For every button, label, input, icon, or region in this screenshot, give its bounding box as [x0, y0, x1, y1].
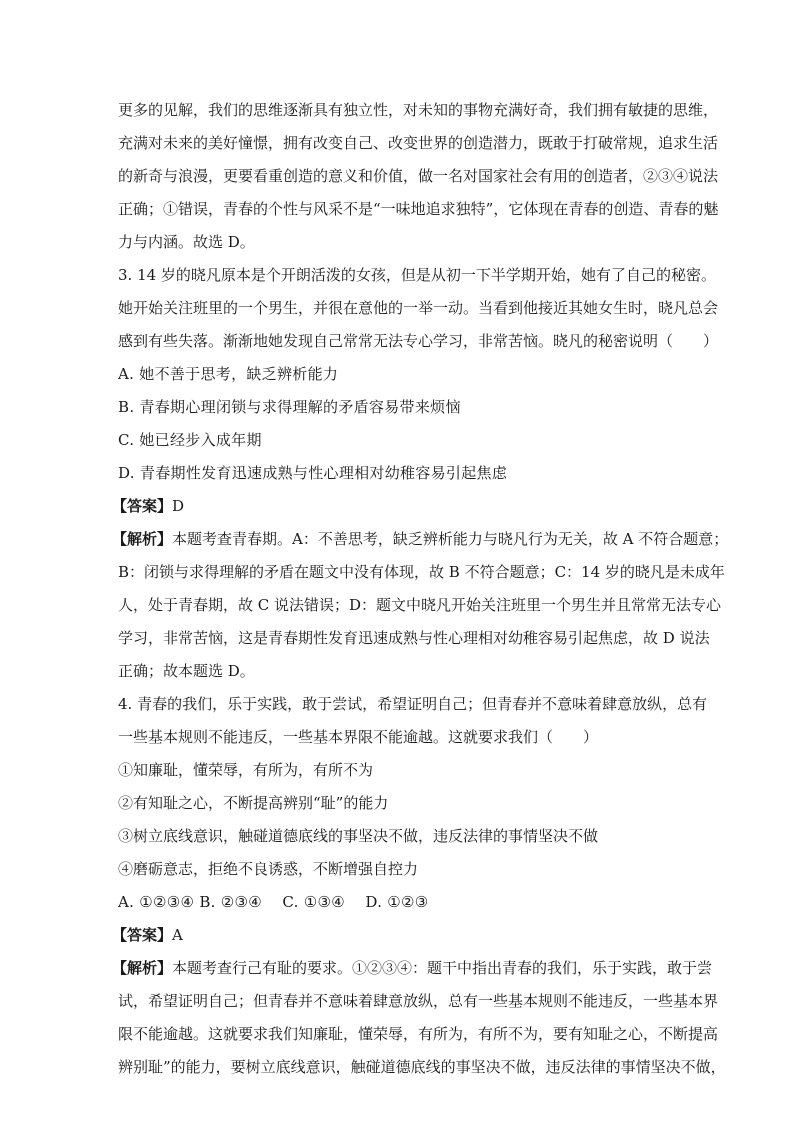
question-3-analysis-line: 人，处于青春期，故 C 说法错误；D：题文中晓凡开始关注班里一个男生并且常常无法专心 — [118, 596, 722, 614]
question-4-statement-2: ②有知耻之心，不断提高辨别“耻”的能力 — [118, 794, 389, 812]
question-4-statement-4: ④磨砺意志，拒绝不良诱惑，不断增强自控力 — [118, 860, 419, 878]
answer-value: D — [172, 497, 185, 515]
analysis-text: 本题考查青春期。A：不善思考，缺乏辨析能力与晓凡行为无关，故 A 不符合题意； — [172, 530, 729, 548]
question-3-option-a: A. 她不善于思考，缺乏辨析能力 — [118, 365, 339, 383]
question-3-stem-line: 她开始关注班里的一个男生，并很在意他的一举一动。当看到他接近其她女生时，晓凡总会 — [118, 299, 719, 317]
question-3-stem-line: 3. 14 岁的晓凡原本是个开朗活泼的女孩，但是从初一下半学期开始，她有了自己的秘密。 — [118, 266, 716, 284]
paragraph-line: 正确；①错误，青春的个性与风采不是“一味地追求独特”，它体现在青春的创造、青春的魅 — [118, 200, 719, 218]
answer-tag: 【答案】 — [112, 926, 173, 944]
analysis-text: 本题考查行己有耻的要求。①②③④：题干中指出青春的我们，乐于实践，敢于尝 — [172, 959, 713, 977]
question-4-analysis-line: 限不能逾越。这就要求我们知廉耻，懂荣辱，有所为，有所不为，要有知耻之心，不断提高 — [118, 1025, 719, 1043]
paragraph-line: 力与内涵。故选 D。 — [118, 233, 255, 251]
question-4-answer — [112, 919, 678, 952]
question-3-option-c: C. 她已经步入成年期 — [118, 431, 262, 449]
question-4-analysis-line: 试，希望证明自己；但青春并不意味着肆意放纵，总有一些基本规则不能违反，一些基本界 — [118, 992, 719, 1010]
question-4-statement-1: ①知廉耻，懂荣辱，有所为，有所不为 — [118, 761, 374, 779]
question-3-answer — [112, 490, 678, 523]
paragraph-line: 充满对未来的美好憧憬，拥有改变自己、改变世界的创造潜力，既敢于打破常规，追求生活 — [118, 134, 719, 152]
analysis-tag: 【解析】 — [112, 530, 173, 548]
analysis-tag: 【解析】 — [112, 959, 173, 977]
question-4-stem-line: 一些基本规则不能违反，一些基本界限不能逾越。这就要求我们（ ） — [118, 728, 599, 746]
question-3-analysis-line: 正确；故本题选 D。 — [118, 662, 255, 680]
question-3-option-b: B. 青春期心理闭锁与求得理解的矛盾容易带来烦恼 — [118, 398, 461, 416]
question-3-analysis-line: 学习，非常苦恼，这是青春期性发育迅速成熟与性心理相对幼稚容易引起焦虑，故 D 说法 — [118, 629, 710, 647]
paragraph-line: 的新奇与浪漫，更要看重创造的意义和价值，做一名对国家社会有用的创造者，②③④说法 — [118, 167, 719, 185]
document-page — [112, 94, 729, 1084]
question-3-analysis-line — [112, 523, 729, 556]
question-4-choices: A. ①②③④ B. ②③④ C. ①③④ D. ①②③ — [118, 893, 429, 911]
question-4-analysis-line — [112, 952, 713, 985]
paragraph-line: 更多的见解，我们的思维逐渐具有独立性，对未知的事物充满好奇，我们拥有敏捷的思维， — [118, 101, 719, 119]
question-3-stem-line: 感到有些失落。渐渐地她发现自己常常无法专心学习，非常苦恼。晓凡的秘密说明（ ） — [118, 332, 719, 350]
question-4-statement-3: ③树立底线意识，触碰道德底线的事坚决不做，违反法律的事情坚决不做 — [118, 827, 599, 845]
answer-value: A — [172, 926, 183, 944]
question-3-option-d: D. 青春期性发育迅速成熟与性心理相对幼稚容易引起焦虑 — [118, 464, 508, 482]
question-3-analysis-line: B：闭锁与求得理解的矛盾在题文中没有体现，故 B 不符合题意；C：14 岁的晓凡是未成年 — [118, 563, 725, 581]
question-4-analysis-line: 辨别耻”的能力，要树立底线意识，触碰道德底线的事坚决不做，违反法律的事情坚决不做， — [118, 1058, 726, 1076]
answer-tag: 【答案】 — [112, 497, 173, 515]
question-4-stem-line: 4. 青春的我们，乐于实践，敢于尝试，希望证明自己；但青春并不意味着肆意放纵，总有 — [118, 695, 708, 713]
